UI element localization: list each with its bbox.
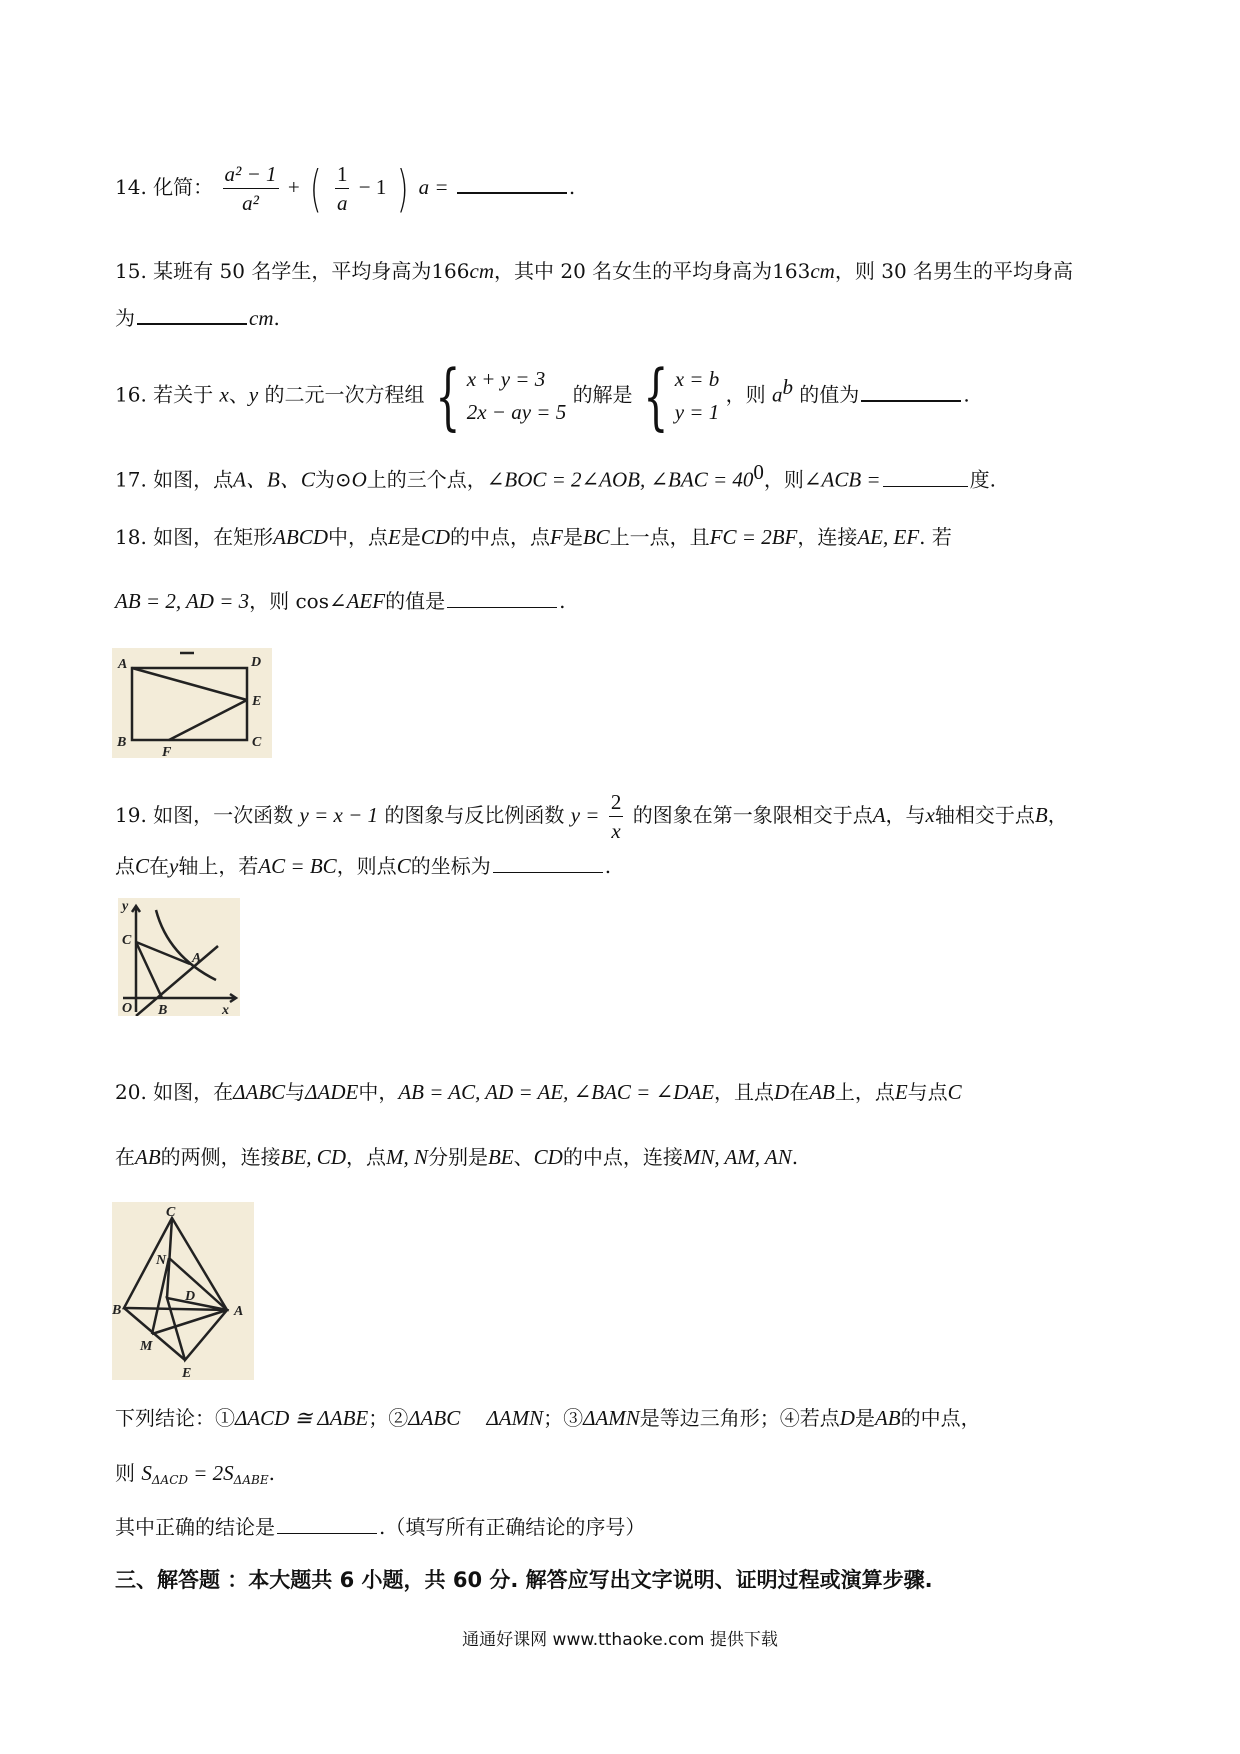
q18-text-3: 是 xyxy=(400,525,421,549)
conclusions-point-d: D xyxy=(839,1406,855,1430)
conclusion-2: ΔABC ΔAMN xyxy=(408,1406,544,1430)
q20-segments: BE, CD xyxy=(280,1145,346,1169)
q16-base: a xyxy=(771,382,783,407)
fig18-segment-fe xyxy=(169,700,247,740)
q16-equation-system xyxy=(431,354,567,438)
question-15-line-2 xyxy=(115,303,280,332)
q17-answer-blank[interactable] xyxy=(883,466,968,487)
q19-fraction xyxy=(609,788,624,845)
q16-exponent: b xyxy=(782,374,793,399)
q19-point-c-2: C xyxy=(396,854,411,878)
q20-text-10: ，点 xyxy=(345,1145,386,1169)
q20-text-12: 的中点，连接 xyxy=(562,1145,683,1169)
conclusion-4-sub-1: ΔACD xyxy=(151,1473,188,1487)
q14-end: . xyxy=(568,175,576,199)
question-18-line-1 xyxy=(115,523,952,551)
q18-text-2: 中，点 xyxy=(328,525,388,549)
q20-text-4: ，且点 xyxy=(714,1080,775,1104)
q15-text-3: ，则 30 名男生的平均身高 xyxy=(834,259,1074,283)
fig20-label-c: C xyxy=(166,1205,176,1220)
q18-text-8: . 若 xyxy=(919,525,952,549)
conclusions-text-4: 是等边三角形；④若点 xyxy=(639,1406,840,1430)
fig18-label-f: F xyxy=(162,745,172,758)
question-17 xyxy=(115,458,996,494)
q19-linear-fn: y = x − 1 xyxy=(299,803,379,827)
q19-y-axis: y xyxy=(169,854,179,878)
q15-end: . xyxy=(273,306,280,330)
q18-point-f: F xyxy=(550,525,563,549)
q18-condition: FC = 2BF xyxy=(709,525,798,549)
fig20-label-d: D xyxy=(185,1289,196,1304)
q18-segments: AE, EF xyxy=(857,525,920,549)
answer-text: 其中正确的结论是 xyxy=(115,1515,275,1539)
q14-f2-denominator: a xyxy=(336,191,348,215)
page-footer: 通通好课网 www.tthaoke.com 提供下载 xyxy=(462,1630,778,1650)
q15-unit-3: cm xyxy=(249,306,274,330)
q18-rect: ABCD xyxy=(273,525,328,549)
q15-unit-1: cm xyxy=(469,259,495,283)
fig20-label-a: A xyxy=(234,1304,244,1319)
fig19-label-b: B xyxy=(158,1003,168,1016)
q20-points-mn: M, N xyxy=(385,1145,428,1169)
q20-tri-ade: ΔADE xyxy=(305,1080,359,1104)
q14-plus: + xyxy=(287,175,300,199)
q20-segment-cd: CD xyxy=(533,1145,563,1169)
q18-point-e: E xyxy=(388,525,401,549)
q18-text-4: 的中点，点 xyxy=(450,525,551,549)
q15-answer-blank[interactable] xyxy=(137,303,247,325)
q20-point-e: E xyxy=(894,1080,908,1104)
q19-point-b: B xyxy=(1034,803,1048,827)
q17-text-2: 为⊙ xyxy=(314,467,352,492)
fig19-label-o: O xyxy=(122,1001,133,1016)
q14-tail: a = xyxy=(418,175,449,199)
q19-text-4: ，与 xyxy=(885,803,926,827)
q18-text-1: 18. 如图，在矩形 xyxy=(115,525,274,549)
q19-text-7: 点 xyxy=(115,854,135,878)
q16-answer-blank[interactable] xyxy=(861,380,961,402)
q16-text-2: 的二元一次方程组 xyxy=(258,382,425,407)
q19-point-a: A xyxy=(872,803,886,827)
fig18-label-c: C xyxy=(252,735,262,750)
question-20-line-2 xyxy=(115,1143,798,1171)
q16-end: . xyxy=(963,382,970,407)
q20-sep: 、 xyxy=(513,1145,534,1169)
q20-connections: MN, AM, AN xyxy=(682,1145,792,1169)
q16-eq-1: x + y = 3 xyxy=(466,367,546,391)
q18-text-6: 上一点，且 xyxy=(609,525,710,549)
q14-f1-denominator: a² xyxy=(242,191,259,215)
conclusions-text-1: 下列结论：① xyxy=(115,1406,235,1430)
fig19-label-a: A xyxy=(192,951,202,966)
q19-text-5: 轴相交于点 xyxy=(934,803,1035,827)
figure-19-graph xyxy=(118,898,240,1016)
q14-fraction-1 xyxy=(223,160,279,217)
fig20-label-e: E xyxy=(182,1366,192,1380)
conclusions-text-6: 的中点， xyxy=(900,1406,981,1430)
q16-sep: 、 xyxy=(228,382,249,407)
conclusions-line-1 xyxy=(115,1404,981,1432)
question-19-line-2 xyxy=(115,852,611,880)
q15-text-2: ，其中 20 名女生的平均身高为163 xyxy=(494,259,811,283)
q18-answer-blank[interactable] xyxy=(447,587,557,608)
fig20-segment-na xyxy=(169,1258,227,1310)
section-3-heading: 三、解答题 ：本大题共 6 小题，共 60 分. 解答应写出文字说明、证明过程或演算步骤. xyxy=(115,1568,933,1592)
q16-text-5: 的值为 xyxy=(792,382,860,407)
q17-ask: ∠ACB = xyxy=(803,467,881,492)
fig18-label-e: E xyxy=(252,694,262,709)
fig19-label-x: x xyxy=(222,1003,229,1016)
q14-right-paren: ) xyxy=(396,159,409,218)
q16-sol-1: x = b xyxy=(674,367,720,391)
q14-minus-one: − 1 xyxy=(358,175,387,199)
fig18-label-b: B xyxy=(117,735,127,750)
q18-segment-cd: CD xyxy=(420,525,451,549)
figure-18-rectangle xyxy=(112,648,272,758)
q16-brace-1: { xyxy=(435,354,461,438)
q16-text-4: ，则 xyxy=(725,382,772,407)
q16-text-3: 的解是 xyxy=(572,382,633,407)
conclusions-end: . xyxy=(268,1461,275,1485)
q18-text-9: ，则 cos xyxy=(249,589,329,613)
conclusion-3: ΔAMN xyxy=(583,1406,640,1430)
q18-given: AB = 2, AD = 3 xyxy=(115,589,250,613)
q16-solution-system xyxy=(639,354,720,438)
q20-text-1: 20. 如图，在 xyxy=(115,1080,234,1104)
q20-text-5: 在 xyxy=(789,1080,810,1104)
q19-answer-blank[interactable] xyxy=(493,852,603,873)
question-14 xyxy=(115,160,575,217)
conclusions-line-2 xyxy=(115,1459,275,1494)
q18-angle: ∠AEF xyxy=(329,589,386,613)
q20-text-2: 与 xyxy=(285,1080,306,1104)
q20-text-11: 分别是 xyxy=(427,1145,488,1169)
q19-end: . xyxy=(604,854,612,878)
q19-text-10: ，则点 xyxy=(336,854,397,878)
q19-denominator: x xyxy=(611,819,621,843)
question-16 xyxy=(115,354,970,438)
q14-f1-numerator: a² − 1 xyxy=(223,160,279,189)
q19-text-6: ， xyxy=(1047,803,1068,827)
conclusions-segment-ab: AB xyxy=(874,1406,901,1430)
question-18-line-2 xyxy=(115,587,565,615)
fig18-label-a: A xyxy=(118,657,128,672)
q19-numerator: 2 xyxy=(609,788,624,817)
q19-text-3: 的图象在第一象限相交于点 xyxy=(632,803,873,827)
question-19-line-1 xyxy=(115,788,1068,845)
fig20-label-n: N xyxy=(156,1253,167,1268)
q16-sol-2: y = 1 xyxy=(674,400,720,424)
q18-text-7: ，连接 xyxy=(797,525,858,549)
fig20-label-b: B xyxy=(112,1303,122,1318)
conclusions-text-2: ；② xyxy=(368,1406,409,1430)
q15-unit-2: cm xyxy=(810,259,835,283)
q14-label: 14. 化简： xyxy=(115,175,214,199)
fig18-label-d: D xyxy=(251,655,262,670)
fig18-segment-ae xyxy=(132,668,247,700)
q19-text-11: 的坐标为 xyxy=(410,854,491,878)
q19-text-2: 的图象与反比例函数 xyxy=(384,803,565,827)
q20-segment-ab-2: AB xyxy=(135,1145,161,1169)
q19-y-eq: y = xyxy=(570,803,600,827)
q20-text-6: 上，点 xyxy=(834,1080,895,1104)
q19-text-9: 轴上，若 xyxy=(178,854,259,878)
fig20-label-m: M xyxy=(140,1339,153,1354)
q15-text-4: 为 xyxy=(115,306,135,330)
q20-end: . xyxy=(791,1145,799,1169)
conclusion-4-area-1: S xyxy=(141,1461,152,1485)
q19-point-c: C xyxy=(135,854,150,878)
q14-fraction-2 xyxy=(335,160,350,217)
answer-blank[interactable] xyxy=(277,1513,377,1534)
q20-tri-abc: ΔABC xyxy=(233,1080,286,1104)
q14-f2-numerator: 1 xyxy=(335,160,350,189)
q20-text-3: 中， xyxy=(358,1080,399,1104)
q17-text-4: ，则 xyxy=(763,467,804,492)
q17-circle-o: O xyxy=(351,467,367,492)
q19-text-8: 在 xyxy=(149,854,170,878)
q20-text-9: 的两侧，连接 xyxy=(160,1145,281,1169)
q18-end: . xyxy=(559,589,566,613)
conclusion-4-eq: = 2S xyxy=(188,1461,234,1485)
q16-eq-2: 2x − ay = 5 xyxy=(466,400,567,424)
conclusion-4-sub-2: ΔABE xyxy=(233,1473,269,1487)
q15-text-1: 15. 某班有 50 名学生，平均身高为166 xyxy=(115,259,470,283)
q20-point-c: C xyxy=(947,1080,962,1104)
answer-line xyxy=(115,1513,645,1541)
fig19-hyperbola xyxy=(156,910,216,980)
q16-var-y: y xyxy=(248,382,259,407)
q18-text-10: 的值是 xyxy=(385,589,446,613)
q17-degree: 0 xyxy=(753,460,764,484)
q17-points: A、B、C xyxy=(233,467,315,492)
q17-text-1: 17. 如图，点 xyxy=(115,467,234,492)
q18-segment-bc: BC xyxy=(582,525,610,549)
conclusions-text-7: 则 xyxy=(115,1461,135,1485)
fig19-label-y: y xyxy=(122,899,129,914)
fig19-line xyxy=(136,946,218,1016)
fig19-label-c: C xyxy=(122,933,132,948)
q17-condition: ∠BOC = 2∠AOB, ∠BAC = 40 xyxy=(486,467,754,492)
answer-end: .（填写所有正确结论的序号） xyxy=(379,1515,646,1539)
q19-text-1: 19. 如图，一次函数 xyxy=(115,803,294,827)
q20-text-8: 在 xyxy=(115,1145,135,1169)
q16-text-1: 16. 若关于 xyxy=(115,382,220,407)
q20-point-d: D xyxy=(774,1080,790,1104)
question-15-line-1 xyxy=(115,257,1073,285)
conclusions-text-5: 是 xyxy=(854,1406,875,1430)
q20-condition: AB = AC, AD = AE, ∠BAC = ∠DAE xyxy=(398,1080,715,1104)
q18-text-5: 是 xyxy=(562,525,583,549)
q20-text-7: 与点 xyxy=(907,1080,948,1104)
conclusion-1: ΔACD ≅ ΔABE xyxy=(235,1406,369,1430)
q16-brace-2: { xyxy=(643,354,669,438)
q14-answer-blank[interactable] xyxy=(457,172,567,194)
q20-segment-ab: AB xyxy=(809,1080,835,1104)
q19-condition: AC = BC xyxy=(258,854,337,878)
q17-text-3: 上的三个点， xyxy=(366,467,487,492)
q16-var-x: x xyxy=(219,382,229,407)
conclusions-text-3: ；③ xyxy=(543,1406,584,1430)
q20-segment-be: BE xyxy=(487,1145,514,1169)
figure-20-triangles xyxy=(112,1202,254,1380)
q19-x-axis: x xyxy=(925,803,935,827)
question-20-line-1 xyxy=(115,1078,962,1106)
q14-left-paren: ( xyxy=(309,159,322,218)
q17-end: 度. xyxy=(969,467,996,492)
